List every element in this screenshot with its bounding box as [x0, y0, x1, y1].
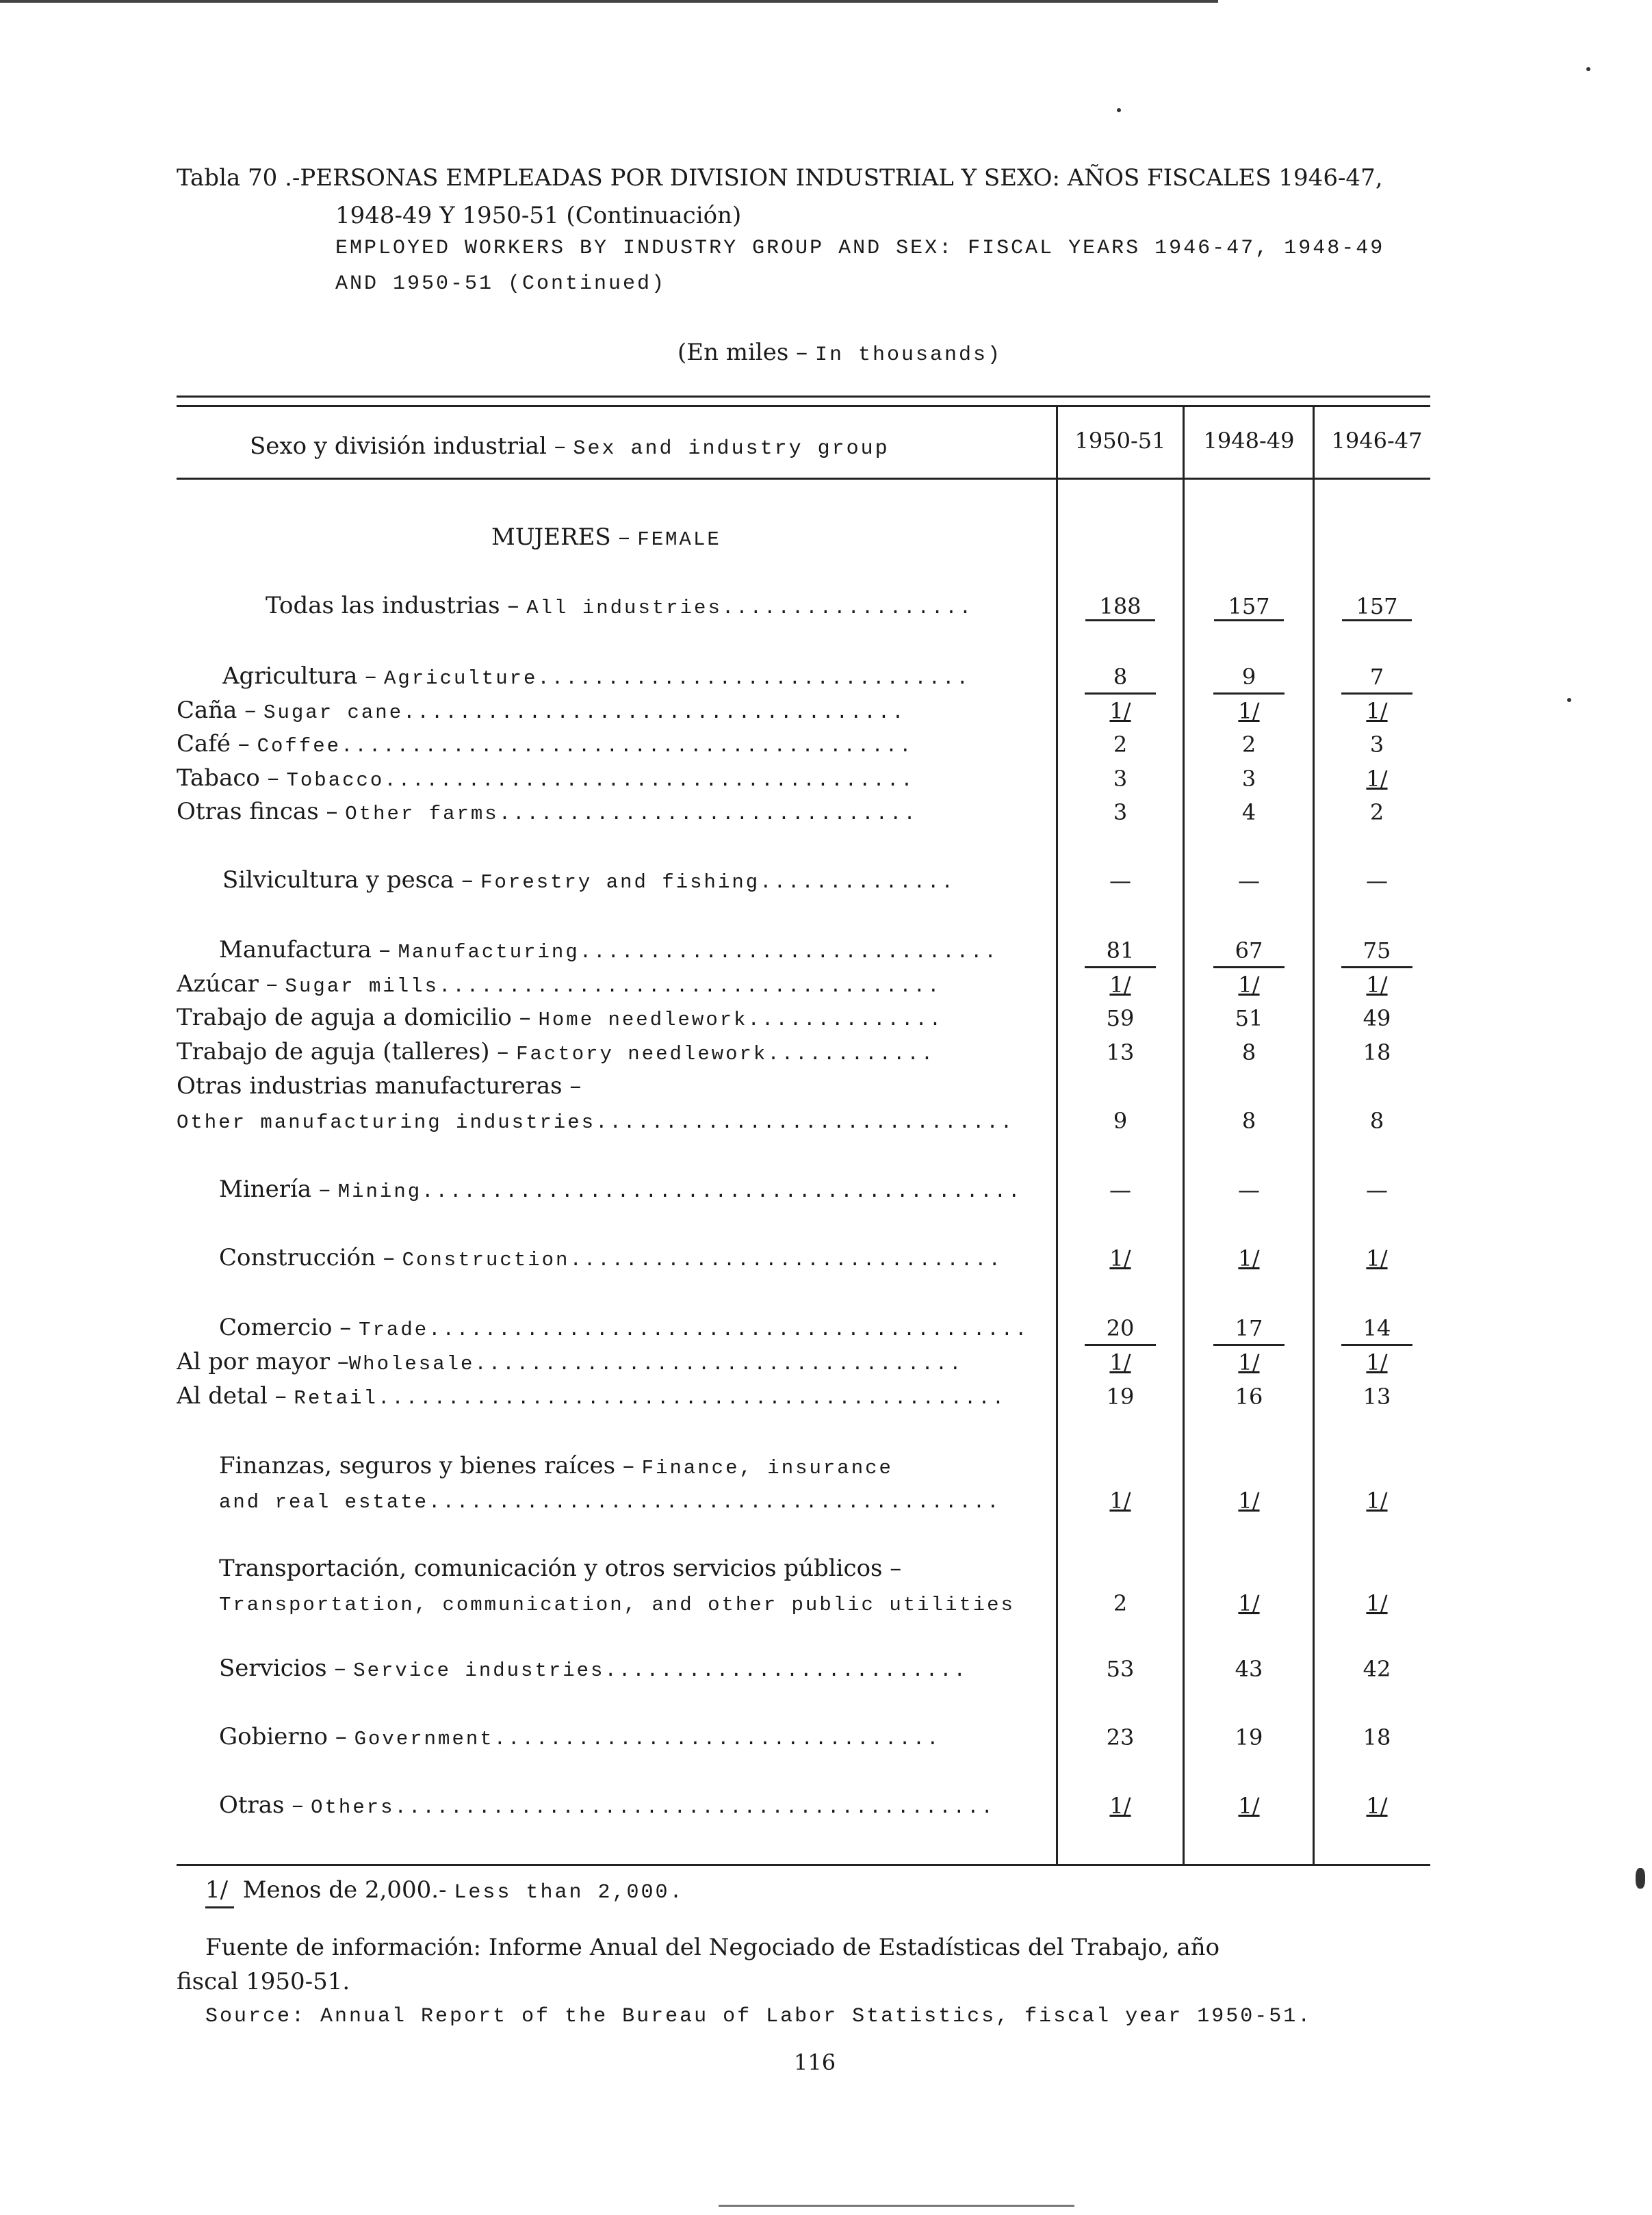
table-cell — [1315, 937, 1438, 963]
leader-dots: ......................................... — [341, 735, 914, 757]
cell-value: 1/ — [1109, 1245, 1131, 1271]
row-label-en: Other farms — [345, 803, 499, 825]
table-cell — [1315, 1384, 1438, 1410]
table-cell — [1187, 1384, 1311, 1410]
row-label-es: Azúcar – — [177, 970, 285, 998]
table-cell — [1315, 664, 1438, 690]
table-cell — [1315, 1108, 1438, 1134]
cell-value: 17 — [1235, 1315, 1263, 1341]
table-cell — [1315, 1245, 1438, 1271]
source-es-line-1: Fuente de información: Informe Anual del Negociado de Estadísticas del Trabajo, año — [205, 1934, 1220, 1961]
table-cell — [1059, 1039, 1182, 1065]
title-line-3: EMPLOYED WORKERS BY INDUSTRY GROUP AND SEX: FISCAL YEARS 1946-47, 1948-49 — [335, 237, 1385, 260]
table-cell — [1187, 664, 1311, 690]
table-cell — [1315, 593, 1438, 621]
cell-value: 9 — [1113, 1108, 1128, 1134]
table-cell — [1187, 1245, 1311, 1271]
table-row — [177, 1106, 1014, 1134]
row-label-es: Al por mayor – — [177, 1348, 349, 1375]
table-cell — [1315, 1656, 1438, 1682]
source-en: Source: Annual Report of the Bureau of Labor Statistics, fiscal year 1950-51. — [205, 2005, 1313, 2028]
row-label-en: Home needlework — [538, 1009, 748, 1031]
table-cell — [1187, 1793, 1311, 1819]
table-top-rule-2 — [177, 405, 1430, 407]
cell-value: 1/ — [1238, 698, 1260, 724]
table-row — [177, 798, 918, 825]
table-row — [219, 1244, 1003, 1271]
table-cell — [1187, 799, 1311, 825]
cell-value: — — [1109, 868, 1131, 894]
table-cell — [1187, 937, 1311, 963]
table-cell — [1315, 799, 1438, 825]
footnote-en: Less than 2,000. — [454, 1881, 684, 1904]
scan-speck — [1586, 67, 1590, 71]
row-label-en: Forestry and fishing — [480, 871, 760, 894]
cell-value: 1/ — [1366, 1245, 1388, 1271]
leader-dots: .............................. — [595, 1111, 1015, 1134]
title-line-2: 1948-49 Y 1950-51 (Continuación) — [335, 202, 742, 229]
row-label-es: Transportación, comunicación y otros servicios públicos – — [219, 1555, 902, 1582]
table-row — [177, 1072, 581, 1100]
row-label-es: Tabaco – — [177, 764, 287, 792]
cell-value: 49 — [1363, 1005, 1391, 1031]
table-cell — [1187, 1590, 1311, 1616]
table-bottom-rule — [177, 1864, 1430, 1866]
leader-dots: .......................... — [604, 1659, 968, 1682]
table-cell — [1059, 1005, 1182, 1031]
cell-value: 1/ — [1238, 1793, 1260, 1819]
table-row — [219, 1176, 1022, 1203]
section-heading — [491, 523, 721, 551]
table-cell — [1059, 1488, 1182, 1514]
table-row — [219, 1555, 901, 1582]
subtotal-underline — [1341, 1344, 1412, 1346]
table-cell — [1187, 1108, 1311, 1134]
cell-value: 8 — [1369, 1108, 1384, 1134]
leader-dots: .................................... — [403, 701, 906, 724]
cell-value: 8 — [1241, 1108, 1256, 1134]
table-cell — [1059, 1315, 1182, 1341]
row-label-en: Finance, insurance — [641, 1457, 893, 1479]
cell-value: 1/ — [1109, 1488, 1131, 1514]
table-row — [219, 1452, 893, 1479]
table-row — [219, 1314, 1029, 1341]
row-label-es: Agricultura – — [222, 662, 384, 690]
row-label-en: Tobacco — [286, 769, 385, 792]
table-cell — [1059, 1384, 1182, 1410]
row-label-es: Otras industrias manufactureras – — [177, 1072, 582, 1100]
leader-dots: .............. — [747, 1009, 944, 1031]
cell-value: 1/ — [1366, 972, 1388, 998]
table-cell — [1187, 868, 1311, 894]
table-cell — [1059, 1245, 1182, 1271]
cell-value: 1/ — [1109, 1793, 1131, 1819]
table-cell — [1187, 1349, 1311, 1375]
cell-value: 3 — [1369, 731, 1384, 757]
table-row — [177, 764, 915, 792]
table-top-rule-1 — [177, 396, 1430, 398]
cell-value: 1/ — [1366, 1590, 1388, 1616]
table-cell — [1059, 593, 1182, 621]
table-cell — [1059, 1724, 1182, 1750]
row-label-es: Café – — [177, 730, 257, 757]
row-label-en: Transportation, communication, and other public utilities — [219, 1594, 1015, 1616]
subtotal-underline — [1085, 692, 1156, 695]
leader-dots: ............ — [767, 1043, 935, 1065]
table-cell — [1315, 1793, 1438, 1819]
table-row — [177, 697, 906, 724]
table-cell — [1315, 731, 1438, 757]
header-label-en: Sex and industry group — [573, 437, 890, 461]
cell-value: — — [1238, 1177, 1260, 1203]
cell-value: 18 — [1363, 1724, 1391, 1750]
table-cell — [1187, 698, 1311, 724]
row-label-en: Government — [354, 1728, 494, 1750]
row-label-en: Factory needlework — [516, 1043, 768, 1065]
cell-value: 19 — [1235, 1724, 1263, 1750]
row-label-es: Silvicultura y pesca – — [222, 866, 481, 894]
cell-value: — — [1366, 1177, 1388, 1203]
table-row — [177, 730, 914, 757]
header-label-es: Sexo y división industrial – — [250, 432, 573, 460]
leader-dots: ........................................... — [394, 1796, 995, 1819]
cell-value: — — [1109, 1177, 1131, 1203]
source-es-line-2: fiscal 1950-51. — [177, 1968, 350, 1995]
row-label-es: Gobierno – — [219, 1723, 354, 1750]
row-label-es: Trabajo de aguja a domicilio – — [177, 1004, 539, 1031]
cell-value: 3 — [1241, 766, 1256, 792]
table-cell — [1315, 766, 1438, 792]
cell-value: 8 — [1113, 664, 1128, 690]
table-cell — [1315, 972, 1438, 998]
row-label-es: Construcción – — [219, 1244, 402, 1271]
header-year-3: 1946-47 — [1331, 428, 1423, 454]
table-cell — [1059, 698, 1182, 724]
leader-dots: ............................................. — [377, 1387, 1007, 1410]
cell-value: 53 — [1106, 1656, 1135, 1682]
subtotal-underline — [1341, 966, 1412, 968]
row-label-en: Service industries — [353, 1659, 605, 1682]
table-cell — [1187, 972, 1311, 998]
cell-value: 3 — [1113, 799, 1128, 825]
cell-value: 14 — [1363, 1315, 1391, 1341]
table-cell — [1059, 766, 1182, 792]
table-cell — [1187, 1005, 1311, 1031]
row-label-en: Manufacturing — [398, 941, 580, 963]
cell-value: 1/ — [1238, 1590, 1260, 1616]
leader-dots: ............................... — [537, 667, 970, 690]
cell-value: 1/ — [1366, 1488, 1388, 1514]
section-es: MUJERES – — [491, 523, 638, 551]
leader-dots: ................................... — [474, 1353, 964, 1375]
table-cell — [1187, 1039, 1311, 1065]
cell-value: 8 — [1241, 1039, 1256, 1065]
cell-value: 75 — [1363, 937, 1391, 963]
table-row — [266, 592, 973, 619]
table-cell — [1315, 1005, 1438, 1031]
cell-value: 2 — [1113, 731, 1128, 757]
table-row — [219, 936, 998, 963]
cell-value: 1/ — [1238, 1349, 1260, 1375]
leader-dots: ........................................... — [428, 1319, 1029, 1341]
header-label — [250, 432, 890, 461]
cell-value: 1/ — [1238, 972, 1260, 998]
table-cell — [1059, 1793, 1182, 1819]
table-cell — [1059, 664, 1182, 690]
cell-value: 81 — [1106, 937, 1135, 963]
leader-dots: .............................. — [498, 803, 918, 825]
section-en: FEMALE — [637, 528, 721, 551]
cell-value: 59 — [1106, 1005, 1135, 1031]
table-cell — [1059, 937, 1182, 963]
cell-value: 7 — [1369, 664, 1384, 690]
leader-dots: ...................................... — [384, 769, 915, 792]
table-cell — [1315, 1177, 1438, 1203]
footnote-mark: 1/ — [205, 1876, 229, 1904]
row-label-es: Todas las industrias – — [266, 592, 527, 619]
footnote-mark-underline — [205, 1906, 234, 1908]
row-label-en: Coffee — [257, 735, 341, 757]
table-cell — [1059, 1177, 1182, 1203]
table-cell — [1187, 1724, 1311, 1750]
table-row — [219, 1589, 1015, 1616]
cell-value: 23 — [1106, 1724, 1135, 1750]
leader-dots: .............................. — [579, 941, 998, 963]
leader-dots: .................................... — [438, 975, 942, 998]
table-cell — [1059, 1349, 1182, 1375]
table-row — [177, 1348, 964, 1375]
cell-value: 16 — [1235, 1384, 1263, 1410]
table-row — [219, 1486, 1001, 1514]
row-label-es: Caña – — [177, 697, 264, 724]
row-label-es: Servicios – — [219, 1655, 354, 1682]
cell-value: 4 — [1241, 799, 1256, 825]
cell-value: 9 — [1241, 664, 1256, 690]
table-cell — [1059, 868, 1182, 894]
scan-speck — [1117, 108, 1121, 112]
leader-dots: ................................ — [493, 1728, 941, 1750]
cell-value: 1/ — [1366, 698, 1388, 724]
row-label-es: Trabajo de aguja (talleres) – — [177, 1038, 517, 1065]
scan-speck — [1567, 698, 1571, 702]
row-label-en: Sugar cane — [263, 701, 404, 724]
cell-value: 13 — [1106, 1039, 1135, 1065]
row-label-en: Wholesale — [348, 1353, 475, 1375]
cell-value: 3 — [1113, 766, 1128, 792]
table-row — [219, 1655, 968, 1682]
table-row — [177, 970, 942, 998]
title-line-1: Tabla 70 .-PERSONAS EMPLEADAS POR DIVISION INDUSTRIAL Y SEXO: AÑOS FISCALES 1946-47, — [177, 164, 1383, 192]
cell-value: 157 — [1214, 593, 1283, 621]
table-cell — [1315, 698, 1438, 724]
leader-dots: ......................................... — [428, 1491, 1001, 1514]
header-year-1: 1950-51 — [1074, 428, 1166, 454]
table-row — [177, 1038, 935, 1065]
cell-value: 67 — [1235, 937, 1263, 963]
header-year-2: 1948-49 — [1203, 428, 1295, 454]
footnote — [205, 1876, 684, 1904]
leader-dots: .............. — [760, 871, 955, 894]
subtotal-underline — [1085, 1344, 1156, 1346]
row-label-en: Mining — [337, 1180, 422, 1203]
cell-value: 20 — [1106, 1315, 1135, 1341]
leader-dots: .................. — [721, 597, 974, 619]
units-en: In thousands) — [814, 344, 1003, 367]
table-cell — [1059, 1108, 1182, 1134]
top-border — [0, 0, 1218, 3]
cell-value: 1/ — [1109, 698, 1131, 724]
subtotal-underline — [1085, 966, 1156, 968]
table-cell — [1187, 1177, 1311, 1203]
row-label-es: Comercio – — [219, 1314, 359, 1341]
cell-value: 1/ — [1366, 1349, 1388, 1375]
cell-value: 1/ — [1238, 1245, 1260, 1271]
cell-value: 51 — [1235, 1005, 1263, 1031]
col-divider-1 — [1056, 405, 1058, 1864]
row-label-en: Others — [311, 1796, 395, 1819]
table-cell — [1315, 1315, 1438, 1341]
table-cell — [1315, 1039, 1438, 1065]
cell-value: 18 — [1363, 1039, 1391, 1065]
table-cell — [1315, 1488, 1438, 1514]
cell-value: 188 — [1085, 593, 1154, 621]
leader-dots: ............................... — [569, 1249, 1003, 1271]
table-row — [177, 1382, 1006, 1410]
table-cell — [1187, 1656, 1311, 1682]
row-label-en: Trade — [359, 1319, 429, 1341]
leader-dots: ........................................... — [422, 1180, 1022, 1203]
row-label-es: Otras fincas – — [177, 798, 346, 825]
cell-value: 1/ — [1238, 1488, 1260, 1514]
table-cell — [1187, 766, 1311, 792]
row-label-en: Sugar mills — [285, 975, 439, 998]
cell-value: 2 — [1369, 799, 1384, 825]
table-cell — [1059, 972, 1182, 998]
page-number: 116 — [794, 2049, 836, 2075]
cell-value: 1/ — [1109, 1349, 1131, 1375]
table-cell — [1059, 1590, 1182, 1616]
footnote-es: Menos de 2,000.- — [242, 1876, 454, 1904]
col-divider-3 — [1313, 405, 1315, 1864]
bottom-rule — [719, 2205, 1074, 2207]
row-label-en: and real estate — [219, 1491, 429, 1514]
table-cell — [1315, 1724, 1438, 1750]
units-es: (En miles – — [677, 339, 815, 366]
subtotal-underline — [1213, 966, 1285, 968]
cell-value: 1/ — [1109, 972, 1131, 998]
scan-speck — [1636, 1868, 1645, 1889]
table-cell — [1315, 868, 1438, 894]
cell-value: 13 — [1363, 1384, 1391, 1410]
cell-value: 1/ — [1366, 766, 1388, 792]
table-cell — [1059, 1656, 1182, 1682]
table-row — [177, 1004, 943, 1031]
row-label-en: All industries — [526, 597, 722, 619]
cell-value: 2 — [1241, 731, 1256, 757]
table-cell — [1315, 1349, 1438, 1375]
row-label-es: Al detal – — [177, 1382, 294, 1410]
table-row — [222, 662, 970, 690]
cell-value: 43 — [1235, 1656, 1263, 1682]
title-line-4: AND 1950-51 (Continued) — [335, 272, 667, 296]
cell-value: 1/ — [1366, 1793, 1388, 1819]
units-note — [677, 339, 1002, 367]
row-label-en: Other manufacturing industries — [177, 1111, 596, 1134]
subtotal-underline — [1213, 1344, 1285, 1346]
table-cell — [1187, 1315, 1311, 1341]
col-divider-2 — [1183, 405, 1185, 1864]
row-label-es: Otras – — [219, 1791, 311, 1819]
table-cell — [1059, 799, 1182, 825]
row-label-es: Manufactura – — [219, 936, 398, 963]
table-row — [222, 866, 955, 894]
row-label-en: Retail — [294, 1387, 378, 1410]
table-row — [219, 1723, 941, 1750]
cell-value: 157 — [1342, 593, 1411, 621]
table-cell — [1187, 731, 1311, 757]
table-cell — [1187, 1488, 1311, 1514]
cell-value: 42 — [1363, 1656, 1391, 1682]
cell-value: 19 — [1106, 1384, 1135, 1410]
row-label-es: Finanzas, seguros y bienes raíces – — [219, 1452, 642, 1479]
cell-value: — — [1238, 868, 1260, 894]
table-cell — [1315, 1590, 1438, 1616]
row-label-en: Agriculture — [383, 667, 538, 690]
table-cell — [1059, 731, 1182, 757]
subtotal-underline — [1341, 692, 1412, 695]
row-label-es: Minería – — [219, 1176, 338, 1203]
table-row — [219, 1791, 995, 1819]
table-cell — [1187, 593, 1311, 621]
subtotal-underline — [1213, 692, 1285, 695]
header-bottom-rule — [177, 478, 1430, 480]
cell-value: 2 — [1113, 1590, 1128, 1616]
row-label-en: Construction — [402, 1249, 570, 1271]
cell-value: — — [1366, 868, 1388, 894]
